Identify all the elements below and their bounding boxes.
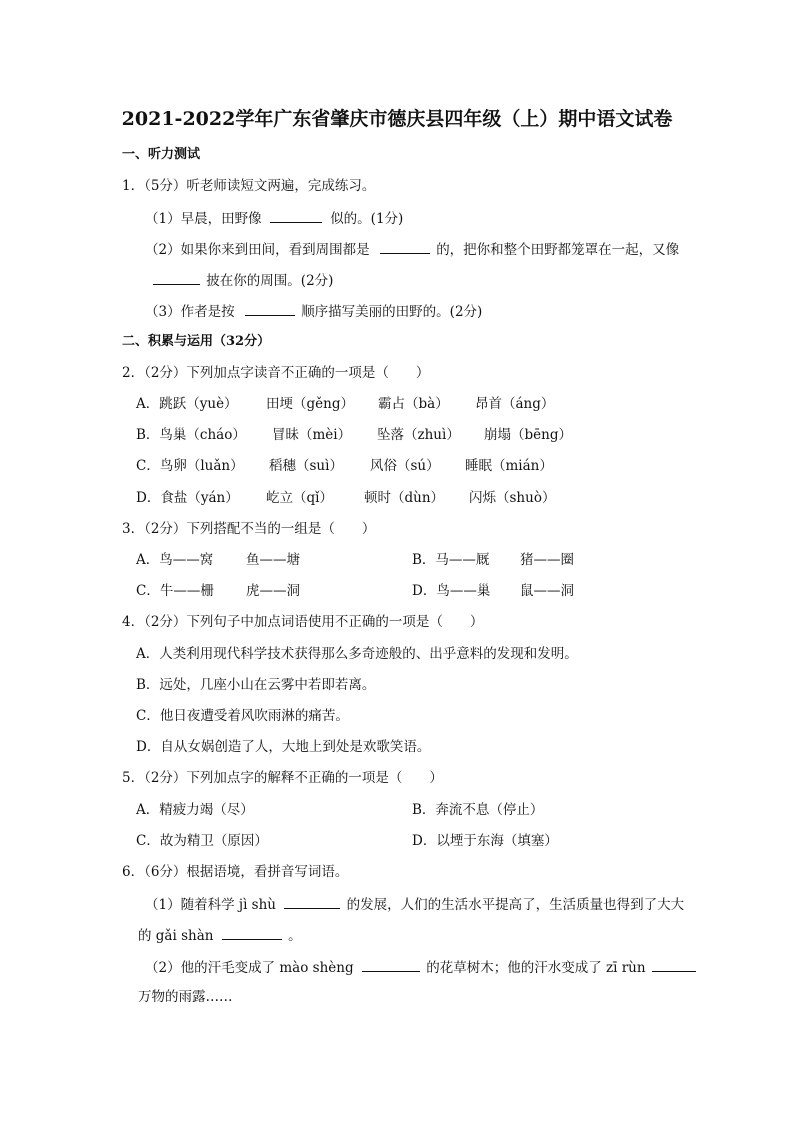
q2-option-c-4: 睡眠（mián） bbox=[465, 458, 553, 474]
q4-option-b: B．远处，几座小山在云雾中若即若离。 bbox=[136, 677, 376, 693]
q2-option-b-4: 崩塌（bēng） bbox=[484, 427, 572, 443]
question-2-stem: 2．（2分）下列加点字读音不正确的一项是（ ） bbox=[122, 365, 430, 381]
q2-option-a-2: 田埂（gěng） bbox=[266, 396, 354, 412]
question-1-sub-1 bbox=[145, 208, 403, 228]
question-5-stem: 5．（2分）下列加点字的解释不正确的一项是（ ） bbox=[122, 770, 443, 786]
q1-sub3-text-a: （3）作者是按 bbox=[145, 304, 235, 320]
q6-sub1-text-a: （1）随着科学 jì shù bbox=[145, 897, 276, 913]
q2-option-a-4: 昂首（áng） bbox=[475, 396, 555, 412]
q1-sub2-text-c: 披在你的周围。(2分) bbox=[206, 273, 334, 289]
question-6-sub-1-cont bbox=[138, 925, 302, 945]
question-1-sub-3 bbox=[145, 301, 482, 321]
question-1-stem: 1．（5分）听老师读短文两遍，完成练习。 bbox=[122, 178, 376, 194]
question-4-stem: 4．（2分）下列句子中加点词语使用不正确的一项是（ ） bbox=[122, 614, 484, 630]
q1-sub1-text-b: 似的。(1分) bbox=[330, 211, 404, 227]
q2-option-c-1: C．鸟卵（luǎn） bbox=[136, 458, 244, 474]
q1-sub1-text-a: （1）早晨，田野像 bbox=[145, 211, 262, 227]
q6-sub1-text-b: 的发展，人们的生活水平提高了，生活质量也得到了大大 bbox=[346, 897, 685, 913]
q3-option-a-2: 鱼——塘 bbox=[246, 552, 300, 568]
q3-option-b-2: 猪——圈 bbox=[520, 552, 574, 568]
q6-sub1-text-d: 。 bbox=[288, 928, 302, 944]
question-1-sub-2 bbox=[145, 239, 679, 259]
q5-option-b: B．奔流不息（停止） bbox=[412, 802, 544, 818]
q6-sub1-text-c: 的 gǎi shàn bbox=[138, 928, 214, 944]
answer-blank[interactable] bbox=[153, 270, 200, 285]
question-1-sub-2-cont bbox=[153, 270, 333, 290]
q2-option-b-2: 冒昧（mèi） bbox=[272, 427, 352, 443]
answer-blank[interactable] bbox=[245, 301, 295, 316]
q3-option-c-1: C．牛——栅 bbox=[136, 583, 214, 599]
exam-title: 2021-2022学年广东省肇庆市德庆县四年级（上）期中语文试卷 bbox=[121, 108, 673, 130]
q5-option-c: C．故为精卫（原因） bbox=[136, 833, 268, 849]
answer-blank[interactable] bbox=[652, 957, 696, 972]
q6-sub2-text-b: 的花草树木；他的汗水变成了 zī rùn bbox=[426, 960, 646, 976]
q4-option-c: C．他日夜遭受着风吹雨淋的痛苦。 bbox=[136, 708, 349, 724]
q1-sub3-text-b: 顺序描写美丽的田野的。(2分) bbox=[301, 304, 483, 320]
q3-option-a-1: A．鸟——窝 bbox=[136, 552, 214, 568]
answer-blank[interactable] bbox=[284, 894, 340, 909]
question-3-stem: 3．（2分）下列搭配不当的一组是（ ） bbox=[122, 521, 376, 537]
q5-option-a: A．精疲力竭（尽） bbox=[136, 802, 254, 818]
question-6-stem: 6．（6分）根据语境，看拼音写词语。 bbox=[122, 864, 349, 880]
q6-sub2-text-a: （2）他的汗毛变成了 mào shèng bbox=[145, 960, 354, 976]
q2-option-d-1: D．食盐（yán） bbox=[136, 490, 239, 506]
q1-sub2-text-a: （2）如果你来到田间，看到周围都是 bbox=[145, 242, 370, 258]
question-6-sub-1 bbox=[145, 894, 684, 914]
q3-option-c-2: 虎——洞 bbox=[246, 583, 300, 599]
q2-option-b-1: B．鸟巢（cháo） bbox=[136, 427, 246, 443]
q2-option-d-3: 顿时（dùn） bbox=[364, 490, 445, 506]
q5-option-d: D．以堙于东海（填塞） bbox=[412, 833, 558, 849]
q3-option-b-1: B．马——厩 bbox=[412, 552, 490, 568]
q2-option-a-1: A．跳跃（yuè） bbox=[136, 396, 238, 412]
q2-option-c-3: 风俗（sú） bbox=[370, 458, 440, 474]
q2-option-a-3: 霸占（bà） bbox=[378, 396, 449, 412]
section-heading-listening: 一、听力测试 bbox=[122, 147, 201, 162]
q2-option-b-3: 坠落（zhuì） bbox=[377, 427, 460, 443]
answer-blank[interactable] bbox=[362, 957, 420, 972]
q2-option-d-2: 屹立（qǐ） bbox=[266, 490, 333, 506]
q2-option-d-4: 闪烁（shuò） bbox=[469, 490, 556, 506]
answer-blank[interactable] bbox=[380, 239, 430, 254]
q1-sub2-text-b: 的，把你和整个田野都笼罩在一起，又像 bbox=[436, 242, 680, 258]
q4-option-a: A．人类利用现代科学技术获得那么多奇迹般的、出乎意料的发现和发明。 bbox=[136, 646, 578, 662]
section-heading-accumulation: 二、积累与运用（32分） bbox=[122, 334, 271, 349]
q2-option-c-2: 稻穗（suì） bbox=[269, 458, 343, 474]
answer-blank[interactable] bbox=[222, 925, 282, 940]
question-6-sub-2-cont: 万物的雨露…… bbox=[138, 989, 233, 1005]
q4-option-d: D．自从女娲创造了人，大地上到处是欢歌笑语。 bbox=[136, 739, 431, 755]
question-6-sub-2 bbox=[145, 957, 696, 977]
q3-option-d-1: D．鸟——巢 bbox=[412, 583, 491, 599]
answer-blank[interactable] bbox=[270, 208, 322, 223]
q3-option-d-2: 鼠——洞 bbox=[520, 583, 574, 599]
